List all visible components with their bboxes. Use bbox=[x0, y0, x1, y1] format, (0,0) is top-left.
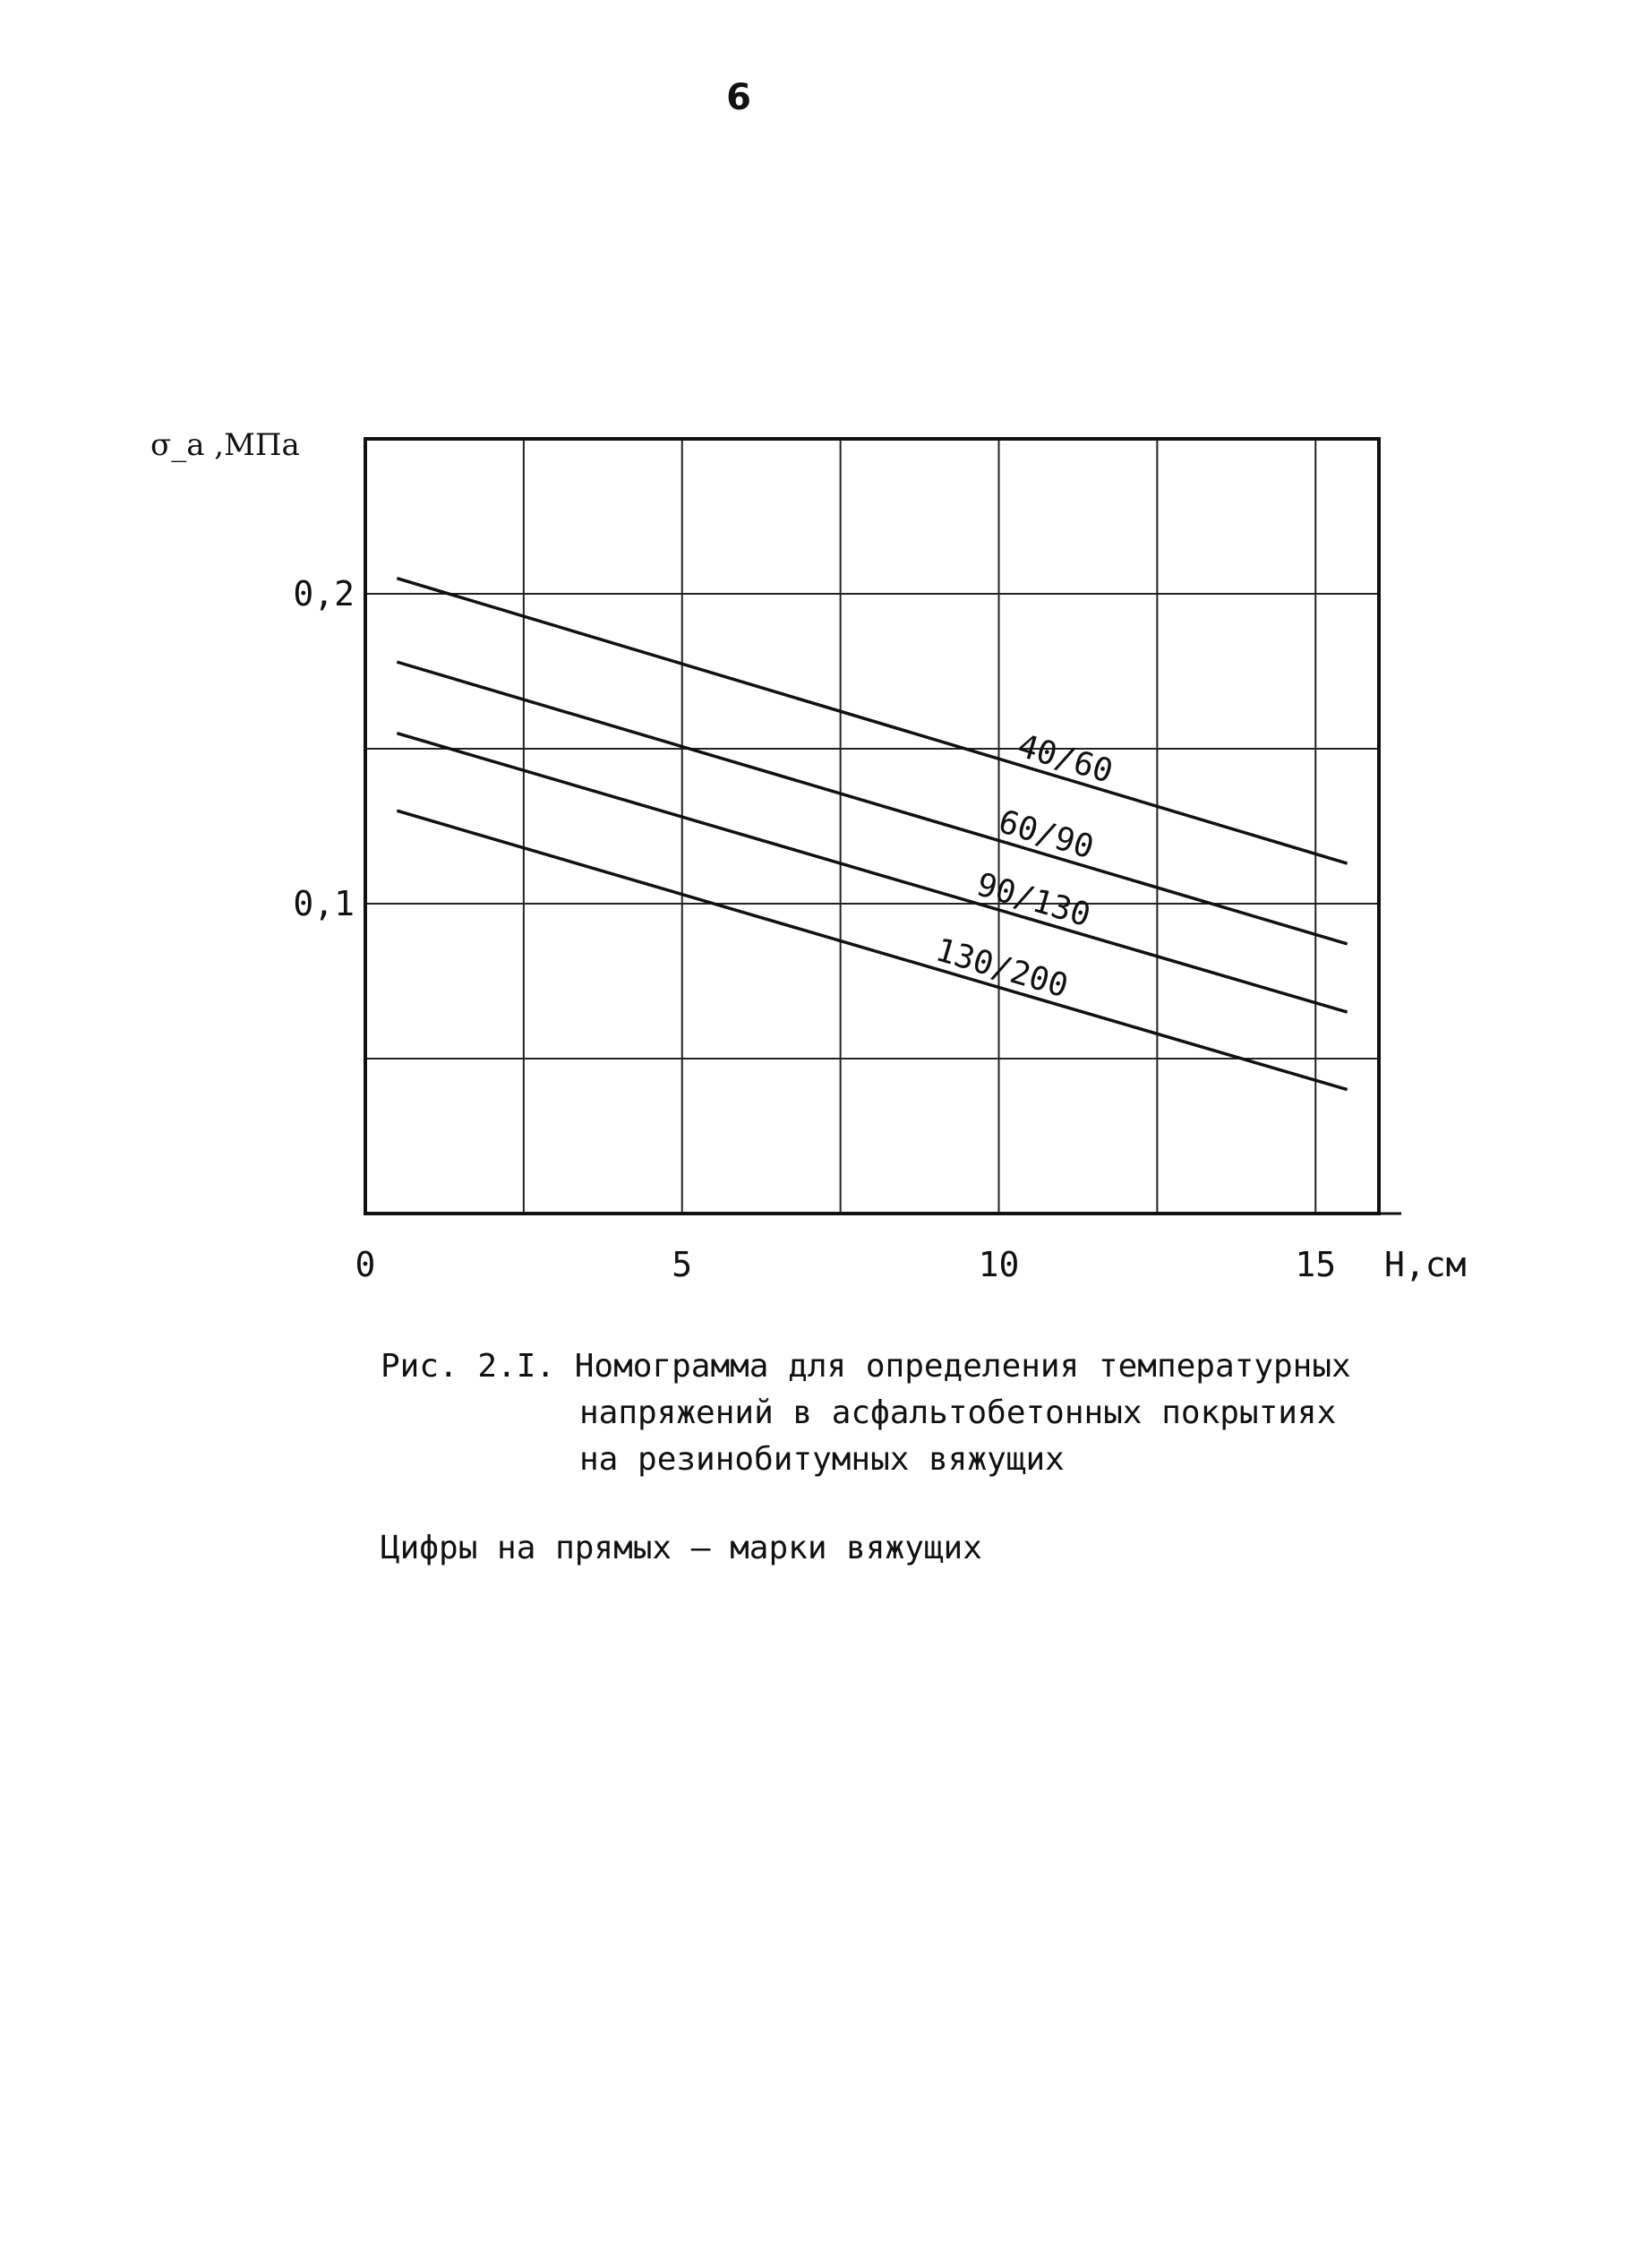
series-lines bbox=[397, 579, 1347, 1090]
chart-frame bbox=[365, 439, 1401, 1214]
series-label: 90/130 bbox=[972, 866, 1095, 935]
series-label: 40/60 bbox=[1013, 727, 1117, 791]
y-tick-label: 0,1 bbox=[293, 884, 355, 923]
caption-line-2: напряжений в асфальтобетонных покрытиях bbox=[579, 1394, 1337, 1431]
x-tick-label: 15 bbox=[1295, 1245, 1337, 1284]
y-axis-label: σ_a ,МПа bbox=[150, 427, 300, 463]
x-tick-label: 5 bbox=[672, 1245, 693, 1284]
x-tick-label: 0 bbox=[355, 1245, 376, 1284]
figure-note: Цифры на прямых – марки вяжущих bbox=[381, 1530, 982, 1566]
series-line bbox=[397, 662, 1347, 944]
x-axis-label: Н,см bbox=[1384, 1245, 1467, 1284]
caption-line-1: Рис. 2.I. Номограмма для определения температурных bbox=[381, 1348, 1351, 1385]
series-label: 60/90 bbox=[994, 803, 1099, 867]
series-line bbox=[397, 811, 1347, 1089]
x-tick-label: 10 bbox=[978, 1245, 1020, 1284]
figure-caption bbox=[381, 1343, 1351, 1483]
axis-ticks bbox=[293, 574, 1336, 1284]
series-line bbox=[397, 734, 1347, 1012]
series-line bbox=[397, 579, 1347, 863]
series-label: 130/200 bbox=[931, 931, 1073, 1006]
page-number: 6 bbox=[726, 77, 751, 118]
caption-line-3: на резинобитумных вяжущих bbox=[579, 1441, 1065, 1478]
y-tick-label: 0,2 bbox=[293, 574, 355, 613]
